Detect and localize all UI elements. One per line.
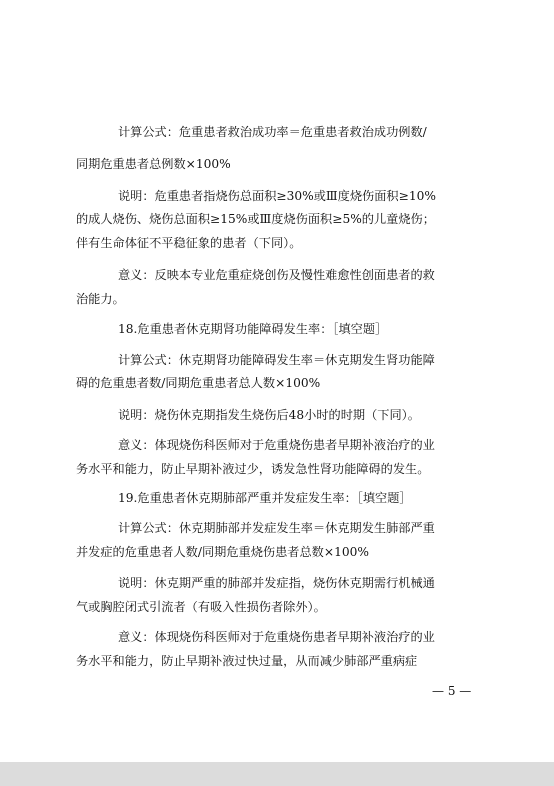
section-19-heading: 19.危重患者休克期肺部严重并发症发生率：［填空题］ bbox=[118, 491, 412, 505]
formula-lung-line-1: 计算公式：休克期肺部并发症发生率＝休克期发生肺部严重 bbox=[118, 521, 435, 535]
note-lung-line-2: 气或胸腔闭式引流者（有吸入性损伤者除外）。 bbox=[76, 600, 326, 614]
formula-lung-line-2: 并发症的危重患者人数/同期危重烧伤患者总数×100% bbox=[76, 545, 369, 559]
meaning-rescue-line-2: 治能力。 bbox=[76, 292, 125, 306]
viewer-background-strip bbox=[0, 762, 554, 786]
page-number: — 5 — bbox=[432, 684, 472, 698]
section-18-heading: 18.危重患者休克期肾功能障碍发生率：［填空题］ bbox=[118, 322, 388, 336]
formula-renal-line-2: 碍的危重患者数/同期危重患者总人数×100% bbox=[76, 376, 321, 390]
meaning-lung-line-2: 务水平和能力，防止早期补液过快过量，从而减少肺部严重病症 bbox=[76, 654, 418, 668]
note-lung-line-1: 说明：休克期严重的肺部并发症指，烧伤休克期需行机械通 bbox=[118, 576, 435, 590]
formula-rescue-line-1: 计算公式：危重患者救治成功率＝危重患者救治成功例数/ bbox=[118, 125, 427, 139]
meaning-renal-line-2: 务水平和能力，防止早期补液过少，诱发急性肾功能障碍的发生。 bbox=[76, 462, 430, 476]
meaning-rescue-line-1: 意义：反映本专业危重症烧创伤及慢性难愈性创面患者的救 bbox=[118, 268, 435, 282]
meaning-renal-line-1: 意义：体现烧伤科医师对于危重烧伤患者早期补液治疗的业 bbox=[118, 438, 435, 452]
note-critical-line-1: 说明：危重患者指烧伤总面积≥30%或Ⅲ度烧伤面积≥10% bbox=[118, 189, 436, 203]
note-shock-period: 说明：烧伤休克期指发生烧伤后48小时的时期（下同）。 bbox=[118, 408, 420, 422]
note-critical-line-3: 伴有生命体征不平稳征象的患者（下同）。 bbox=[76, 236, 302, 250]
note-critical-line-2: 的成人烧伤、烧伤总面积≥15%或Ⅲ度烧伤面积≥5%的儿童烧伤； bbox=[76, 212, 435, 226]
meaning-lung-line-1: 意义：体现烧伤科医师对于危重烧伤患者早期补液治疗的业 bbox=[118, 630, 435, 644]
formula-renal-line-1: 计算公式：休克期肾功能障碍发生率＝休克期发生肾功能障 bbox=[118, 353, 435, 367]
formula-rescue-line-2: 同期危重患者总例数×100% bbox=[76, 157, 231, 171]
